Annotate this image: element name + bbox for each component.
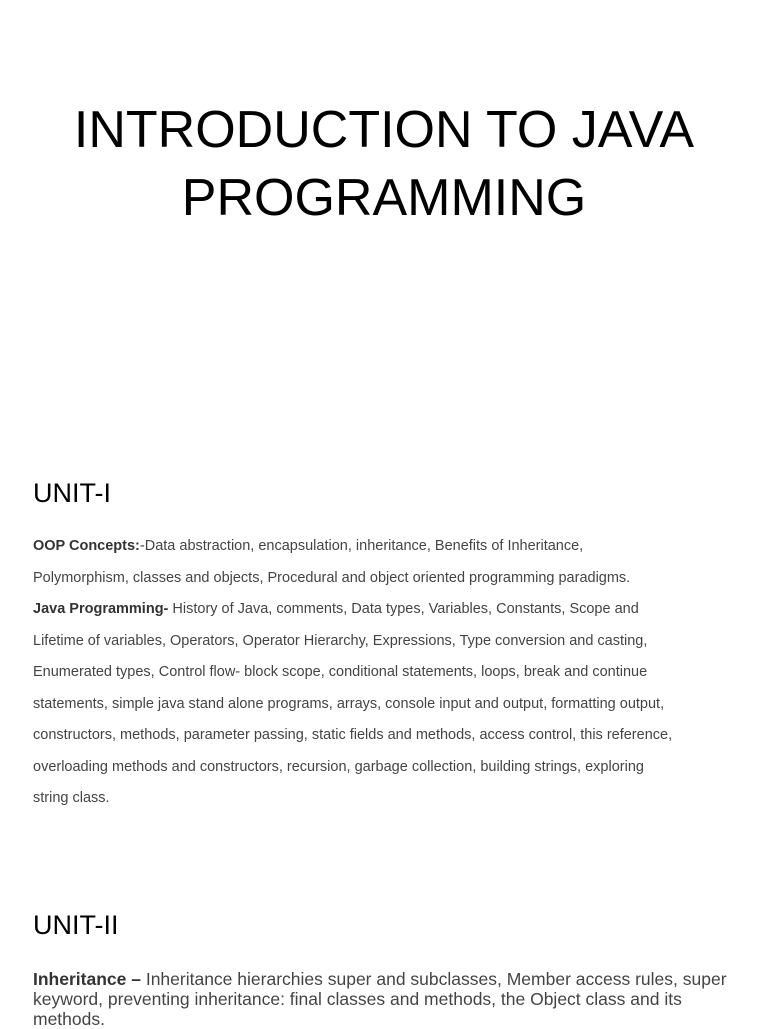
- unit-2-heading: UNIT-II: [33, 910, 119, 940]
- inheritance-label: Inheritance –: [33, 969, 141, 989]
- oop-line-1: [33, 531, 733, 563]
- java-line-3: Enumerated types, Control flow- block scope, conditional statements, loops, break and continue: [33, 664, 648, 680]
- java-line-6: overloading methods and constructors, recursion, garbage collection, building strings, exploring: [33, 758, 644, 775]
- java-line-4: statements, simple java stand alone programs, arrays, console input and output, formatting output,: [33, 695, 665, 712]
- unit-1-heading: UNIT-I: [33, 478, 111, 508]
- java-text-1: History of Java, comments, Data types, Variables, Constants, Scope and: [168, 601, 639, 617]
- document-title: [0, 96, 768, 232]
- title-line-2: PROGRAMMING: [181, 169, 587, 227]
- oop-text-1: -Data abstraction, encapsulation, inheritance, Benefits of Inheritance,: [139, 538, 584, 554]
- java-line-2: Lifetime of variables, Operators, Operator Hierarchy, Expressions, Type conversion and casting,: [33, 632, 648, 649]
- oop-line-2: Polymorphism, classes and objects, Procedural and object oriented programming paradigms.: [33, 569, 631, 586]
- java-line-7: string class.: [33, 790, 110, 806]
- java-line-1: [33, 594, 733, 626]
- java-programming-label: Java Programming-: [33, 601, 169, 617]
- oop-concepts-label: OOP Concepts:: [33, 538, 140, 554]
- java-line-5: constructors, methods, parameter passing, static fields and methods, access control, this reference,: [33, 727, 673, 743]
- title-line-1: INTRODUCTION TO JAVA: [73, 101, 695, 159]
- inheritance-text: Inheritance hierarchies super and subclasses, Member access rules, super keyword, preventing inheritance: final classes and methods, the Object class and its methods.: [33, 969, 727, 1029]
- unit-1-syllabus: [33, 531, 733, 815]
- unit-2-syllabus: [33, 969, 743, 1029]
